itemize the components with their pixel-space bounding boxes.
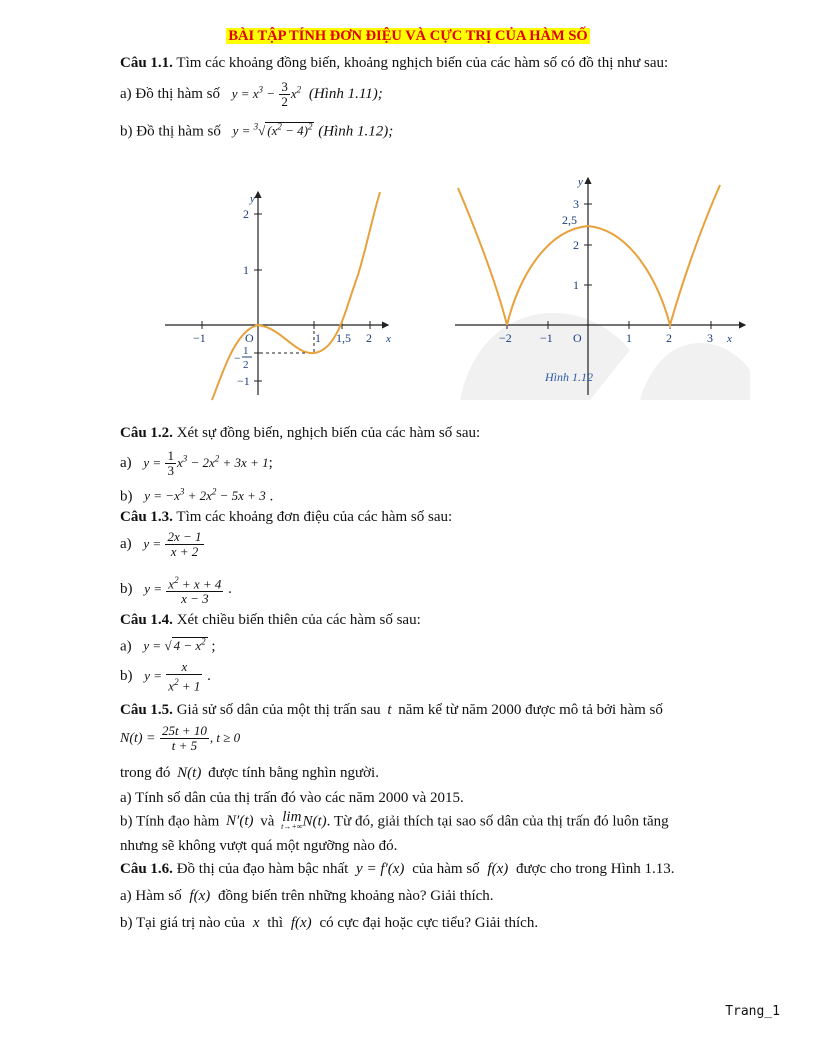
question-1-2: Câu 1.2. Xét sự đồng biến, nghịch biến của các hàm số sau: <box>120 425 481 441</box>
tick-x-1: 1 <box>626 331 632 345</box>
question-1-5-where: trong đó N(t) được tính bằng nghìn người. <box>120 765 379 781</box>
origin-label: O <box>573 331 582 345</box>
tick-y-minus-half-sign: − <box>234 351 241 365</box>
tick-x-2: 2 <box>666 331 672 345</box>
tick-y-2: 2 <box>573 238 579 252</box>
question-1-5-a: a) Tính số dân của thị trấn đó vào các năm 2000 và 2015. <box>120 790 464 806</box>
tick-y-1: 1 <box>243 263 249 277</box>
question-1-3-b: b) y = $\frac{x^2 + x + 4}{x - 3}$ . <box>120 575 232 607</box>
page-title: BÀI TẬP TÍNH ĐƠN ĐIỆU VÀ CỰC TRỊ CỦA HÀM SỐ <box>228 28 588 44</box>
question-1-1-a: a) Đồ thị hàm số $y = x^3$ − $\frac{3}{2}$ $x^2$ (Hình 1.11); <box>120 79 383 109</box>
curve-1-11 <box>212 192 380 400</box>
question-1-5-b: b) Tính đạo hàm N′(t) và lim t→+∞ N(t). Từ đó, giải thích tại sao số dân của thị trấn đó luôn tăng <box>120 809 669 831</box>
question-1-6-a: a) Hàm số f(x) đồng biến trên những khoảng nào? Giải thích. <box>120 888 494 904</box>
tick-y-3: 3 <box>573 197 579 211</box>
x-label: x <box>727 333 732 345</box>
tick-y-2: 2 <box>243 207 249 221</box>
question-1-5-formula: N(t) = $\frac{25t + 10}{t + 5}$ , t ≥ 0 <box>120 723 241 753</box>
curve-1-12 <box>458 185 720 325</box>
tick-y-half-num: 1 <box>243 345 249 357</box>
question-1-1-b: b) Đồ thị hàm số y = $^3$√ $(x^2 - 4)^2$ (Hình 1.12); <box>120 122 394 140</box>
question-1-4-b: b) y = $\frac{x}{x^2 + 1}$ . <box>120 659 211 694</box>
tick-x-2: 2 <box>366 331 372 345</box>
x-label: x <box>386 333 391 345</box>
y-label: y <box>250 193 255 205</box>
tick-y-half-den: 2 <box>243 359 249 371</box>
tick-x-1: 1 <box>315 331 321 345</box>
figure-caption: Hình 1.12 <box>545 370 593 384</box>
page-number: Trang_1 <box>725 1004 780 1019</box>
question-1-4: Câu 1.4. Xét chiều biến thiên của các hàm số sau: <box>120 612 421 628</box>
question-1-5-b-cont: nhưng sẽ không vượt quá một ngưỡng nào đó. <box>120 838 398 854</box>
tick-y-minus1: −1 <box>237 374 250 388</box>
figure-1-11 <box>165 192 391 400</box>
question-1-2-a: a) y = $\frac{1}{3}$ $x^3 - 2x^2 + 3x + 1$; <box>120 448 273 478</box>
y-label: y <box>578 176 583 188</box>
question-1-3-a: a) y = $\frac{2x - 1}{x + 2}$ <box>120 529 202 559</box>
origin-label: O <box>245 331 254 345</box>
tick-x-minus1: −1 <box>193 331 206 345</box>
figures-1-11-1-12 <box>160 170 760 405</box>
tick-x-3: 3 <box>707 331 713 345</box>
question-1-1: Câu 1.1. Tìm các khoảng đồng biến, khoảng nghịch biến của các hàm số có đồ thị như sau: <box>120 55 669 71</box>
tick-y-2-5: 2,5 <box>562 213 577 227</box>
question-1-3: Câu 1.3. Tìm các khoảng đơn điệu của các hàm số sau: <box>120 509 453 525</box>
question-1-6-b: b) Tại giá trị nào của x thì f(x) có cực đại hoặc cực tiểu? Giải thích. <box>120 915 539 931</box>
question-1-4-a: a) y = √ $4 - x^2$ ; <box>120 637 216 655</box>
question-1-2-b: b) $y = -x^3 + 2x^2 - 5x + 3$ . <box>120 487 274 505</box>
question-1-5: Câu 1.5. Giả sử số dân của một thị trấn sau t năm kể từ năm 2000 được mô tả bởi hàm số <box>120 702 663 718</box>
tick-x-minus1: −1 <box>540 331 553 345</box>
tick-x-1-5: 1,5 <box>336 331 351 345</box>
tick-x-minus2: −2 <box>499 331 512 345</box>
question-1-6: Câu 1.6. Đồ thị của đạo hàm bậc nhất y = f′(x) của hàm số f(x) được cho trong Hình 1.13. <box>120 861 675 877</box>
tick-y-1: 1 <box>573 278 579 292</box>
